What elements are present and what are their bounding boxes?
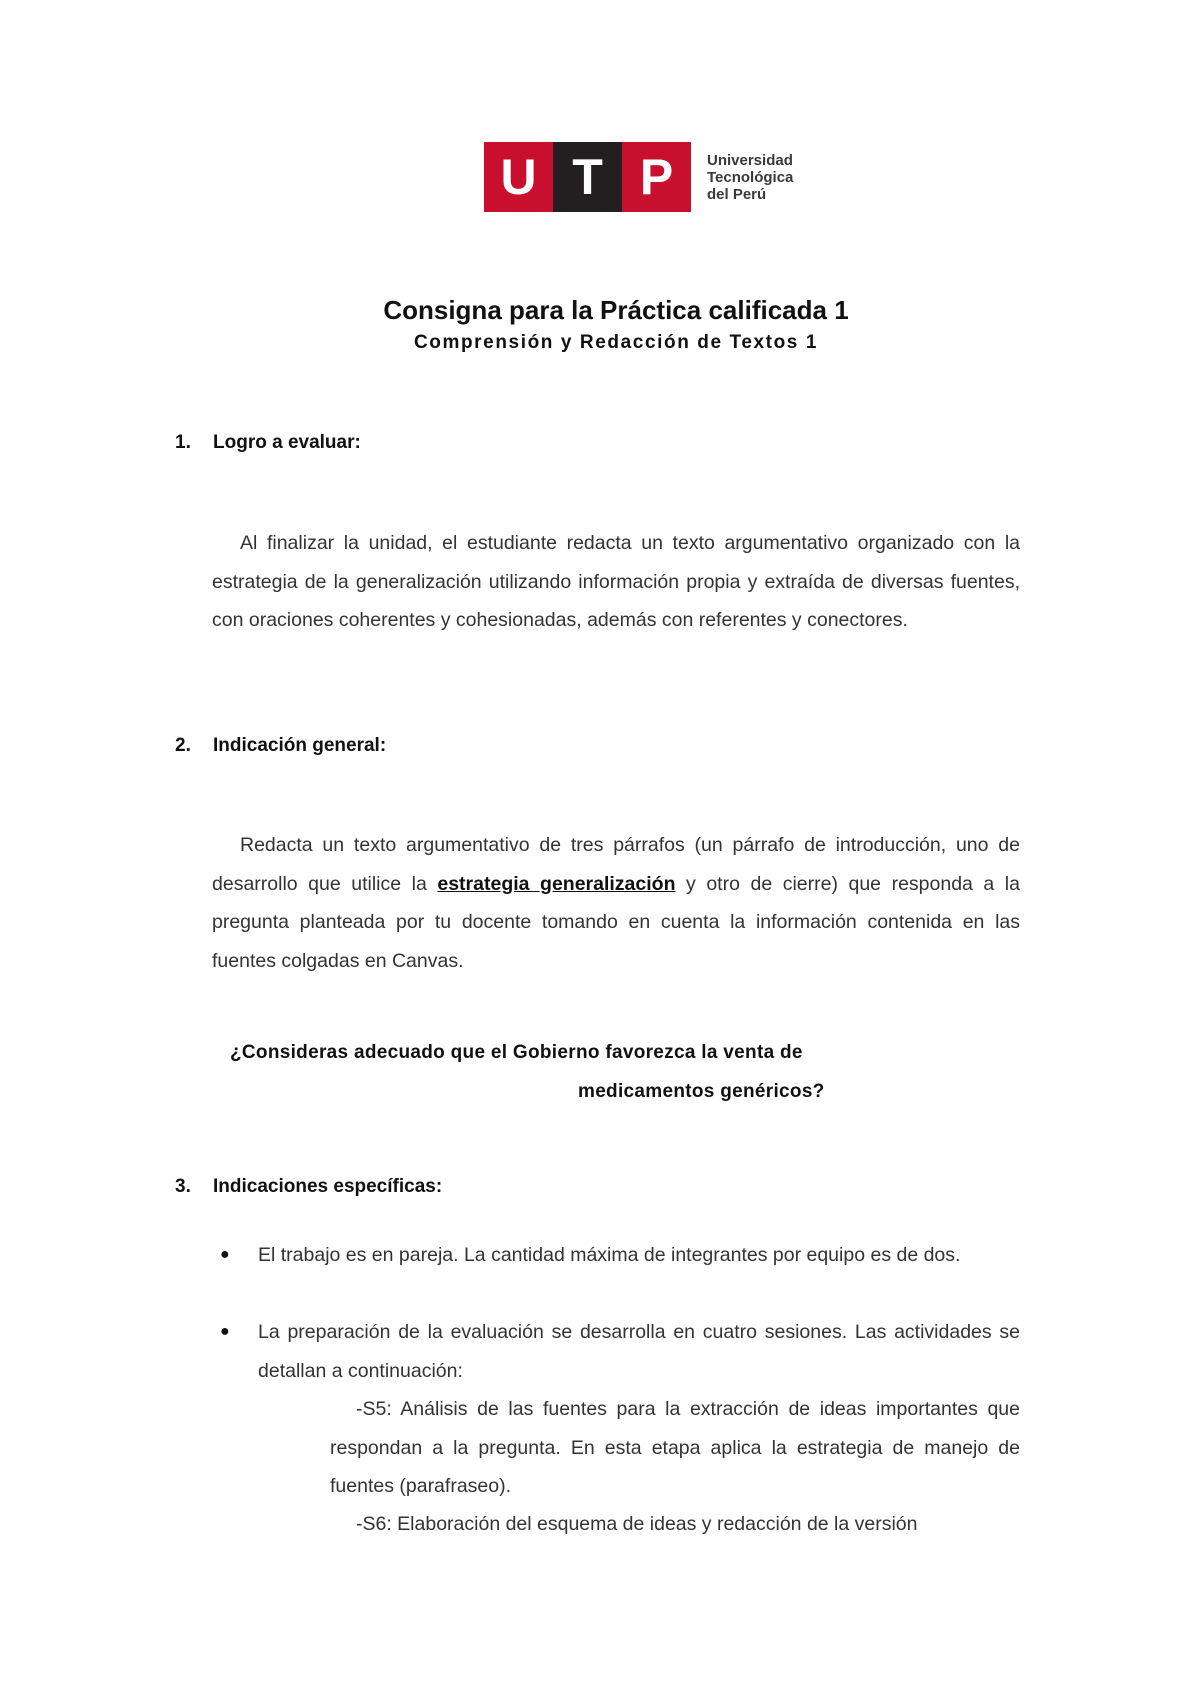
section-1-paragraph [212, 524, 1020, 640]
logo-line-3: del Perú [707, 185, 767, 203]
logo-blocks [484, 142, 691, 212]
section-title: Indicación general: [213, 735, 387, 756]
sub-item-text: -S5: Análisis de las fuentes para la extracción de ideas importantes que respondan a la pregunta. En esta etapa aplica la estrategia de manejo de fuentes (parafraseo). [330, 1398, 1020, 1497]
utp-logo [484, 142, 793, 212]
list-item [220, 1236, 1020, 1275]
question-line-2: medicamentos genéricos? [578, 1081, 825, 1102]
emphasized-term: estrategia generalización [437, 872, 676, 895]
logo-letter-p: P [622, 142, 691, 212]
paragraph-text-before: Redacta un texto argumentativo de tres párrafos (un párrafo de introducción, uno de desarrollo que utilice la [212, 834, 1020, 895]
logo-letter-u: U [484, 142, 553, 212]
list-item-text: La preparación de la evaluación se desarrolla en cuatro sesiones. Las actividades se detallan a continuación: [258, 1321, 1020, 1382]
list-item [220, 1313, 1020, 1390]
logo-line-1: Universidad [707, 151, 793, 169]
section-title: Logro a evaluar: [213, 432, 361, 453]
document-subtitle: Comprensión y Redacción de Textos 1 [413, 332, 819, 353]
section-number: 3. [175, 1176, 191, 1197]
logo-wordmark [707, 152, 793, 203]
section-number: 2. [175, 735, 191, 756]
section-3-heading [175, 1176, 442, 1198]
document-title: Consigna para la Práctica calificada 1 [383, 295, 849, 325]
sub-list-item-s5 [330, 1390, 1020, 1506]
bullet-icon: ● [220, 1323, 230, 1340]
logo-letter-t: T [553, 142, 622, 212]
question-line-1: ¿Consideras adecuado que el Gobierno favorezca la venta de [230, 1042, 803, 1063]
section-number: 1. [175, 432, 191, 453]
bullet-icon: ● [220, 1246, 230, 1263]
logo-line-2: Tecnológica [707, 168, 794, 186]
list-item-text: El trabajo es en pareja. La cantidad máxima de integrantes por equipo es de dos. [258, 1244, 961, 1266]
section-2-heading [175, 735, 386, 757]
section-title: Indicaciones específicas: [213, 1176, 443, 1197]
paragraph-text-after: y otro de cierre) que responda a la pregunta planteada por tu docente tomando en cuenta la información contenida en las fuentes colgadas en Canvas. [212, 872, 1020, 972]
sub-item-text: -S6: Elaboración del esquema de ideas y redacción de la versión [356, 1513, 918, 1535]
paragraph-text: Al finalizar la unidad, el estudiante redacta un texto argumentativo organizado con la estrategia de la generalización utilizando información propia y extraída de diversas fuentes, con oraciones coherentes y cohesionadas, además con referentes y conectores. [212, 532, 1020, 631]
sub-list-item-s6 [330, 1505, 1020, 1544]
section-1-heading [175, 432, 361, 454]
section-2-paragraph [212, 826, 1020, 980]
